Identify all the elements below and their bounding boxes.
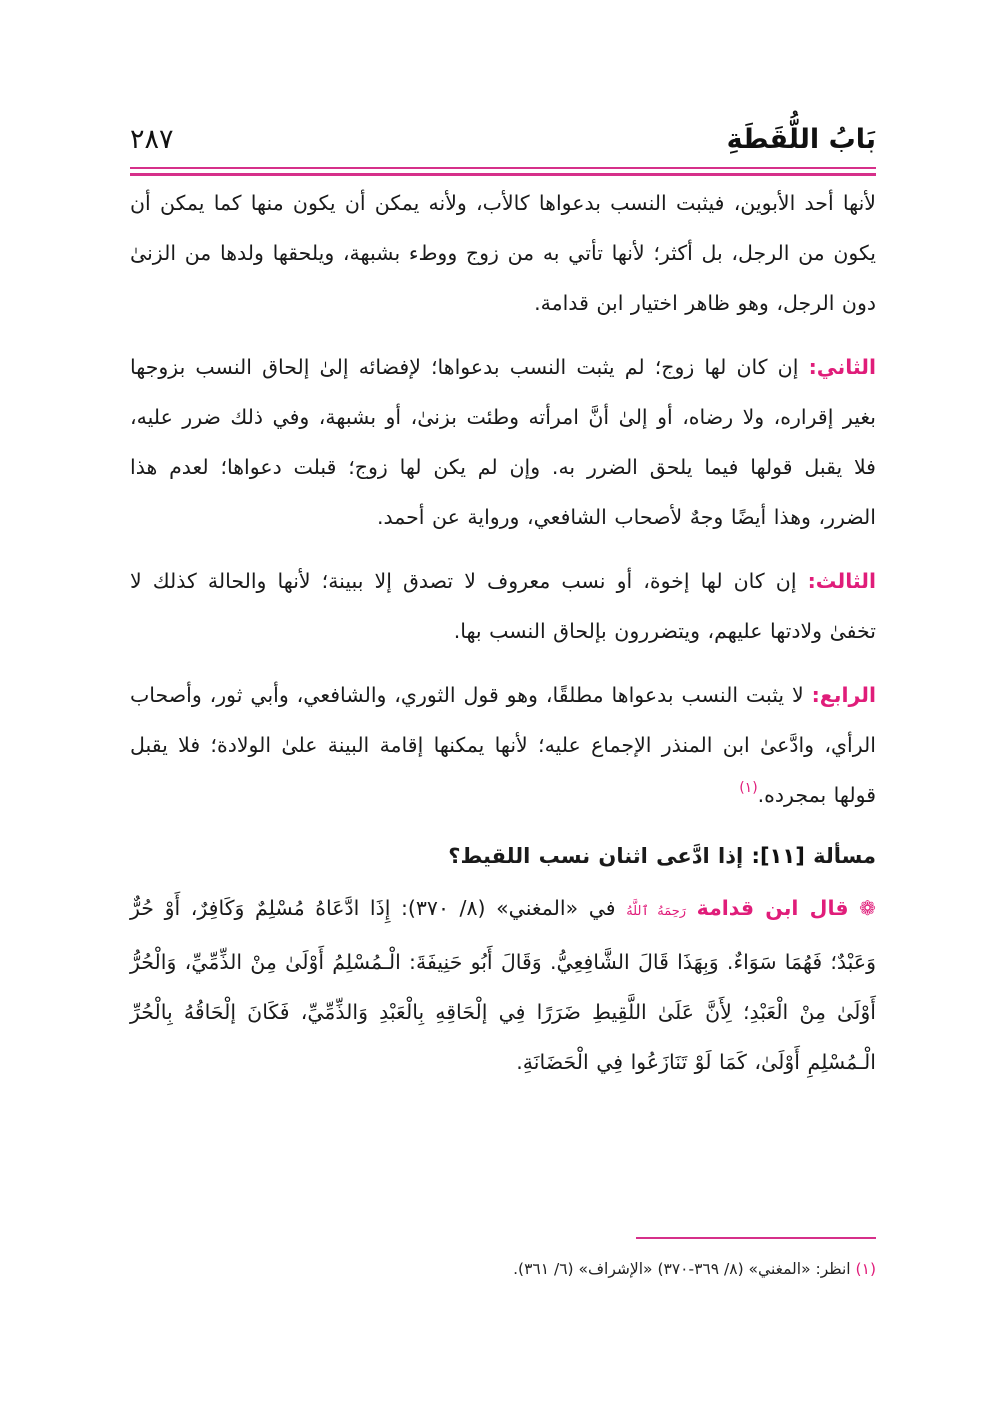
- issue-number: [١١]:: [751, 844, 805, 868]
- honorific: رَحِمَهُ ٱللَّهُ: [626, 904, 687, 919]
- chapter-title: بَابُ اللُّقَطَةِ: [726, 124, 876, 155]
- issue-heading: [130, 833, 876, 879]
- label-third: الثالث:: [807, 569, 876, 593]
- footnote-separator: [636, 1237, 876, 1239]
- footnote-mark: (١): [855, 1260, 876, 1278]
- issue-prefix: مسألة: [813, 844, 876, 868]
- paragraph-second-text: إن كان لها زوج؛ لم يثبت النسب بدعواها؛ لإفضائه إلىٰ إلحاق النسب بزوجها بغير إقراره، ولا رضاه، أو إلىٰ أنَّ امرأته وطئت بزنىٰ، أو بشبهة، وفي ذلك ضرر عليه، فلا يقبل قولها فيما يلحق الضرر به. وإن لم يكن لها زوج؛ قبلت دعواها؛ لعدم هذا الضرر، وهذا أيضًا وجهٌ لأصحاب الشافعي، ورواية عن أحمد.: [130, 355, 876, 529]
- paragraph-intro: لأنها أحد الأبوين، فيثبت النسب بدعواها كالأب، ولأنه يمكن أن يكون منها كما يمكن أن يكون من الرجل، بل أكثر؛ لأنها تأتي به من زوج ووطء بشبهة، ويلحقها ولدها من الزنىٰ دون الرجل، وهو ظاهر اختيار ابن قدامة.: [130, 191, 876, 315]
- page-number: ٢٨٧: [130, 124, 174, 155]
- paragraph-second-opinion: [130, 342, 876, 542]
- page-header: [130, 118, 876, 168]
- quote-speaker: قال ابن قدامة: [696, 896, 849, 920]
- quote-text: في «المغني» (٨/ ٣٧٠): إِذَا ادَّعَاهُ مُسْلِمٌ وَكَافِرٌ، أَوْ حُرٌّ وَعَبْدٌ؛ فَهُمَا سَوَاءٌ. وَبِهَذَا قَالَ الشَّافِعِيُّ. وَقَالَ أَبُو حَنِيفَةَ: الْـمُسْلِمُ أَوْلَىٰ مِنْ الذِّمِّيِّ، وَالْحُرُّ أَوْلَىٰ مِنْ الْعَبْدِ؛ لِأَنَّ عَلَىٰ اللَّقِيطِ ضَرَرًا فِي إلْحَاقِهِ بِالْعَبْدِ وَالذِّمِّيِّ، فَكَانَ إلْحَاقُهُ بِالْحُرِّ الْـمُسْلِمِ أَوْلَىٰ، كَمَا لَوْ تَنَازَعُوا فِي الْحَضَانَةِ.: [130, 896, 876, 1074]
- footnote-text: انظر: «المغني» (٨/ ٣٦٩-٣٧٠) «الإشراف» (٦/ ٣٦١).: [513, 1260, 851, 1278]
- label-second: الثاني:: [808, 355, 876, 379]
- paragraph-third-opinion: [130, 556, 876, 656]
- footnote: [130, 1260, 876, 1278]
- label-fourth: الرابع:: [811, 683, 876, 707]
- paragraph-fourth-text: لا يثبت النسب بدعواها مطلقًا، وهو قول الثوري، والشافعي، وأبي ثور، وأصحاب الرأي، وادَّعىٰ ابن المنذر الإجماع عليه؛ لأنها يمكنها إقامة البينة علىٰ الولادة؛ فلا يقبل قولها بمجرده.: [130, 683, 876, 807]
- issue-title: إذا ادَّعى اثنان نسب اللقيط؟: [448, 844, 744, 868]
- paragraph-fourth-opinion: [130, 670, 876, 823]
- quote-paragraph: [130, 883, 876, 1087]
- header-rule-thin: [130, 167, 876, 169]
- spacer: [130, 542, 876, 556]
- spacer: [130, 328, 876, 342]
- footnote-reference[interactable]: (١): [739, 780, 758, 796]
- flower-icon: ❁: [859, 896, 876, 920]
- page-body: [130, 178, 876, 1087]
- spacer: [130, 656, 876, 670]
- paragraph-third-text: إن كان لها إخوة، أو نسب معروف لا تصدق إلا ببينة؛ لأنها والحالة كذلك لا تخفىٰ ولادتها عليهم، ويتضررون بإلحاق النسب بها.: [130, 569, 876, 643]
- header-rule-thick: [130, 173, 876, 176]
